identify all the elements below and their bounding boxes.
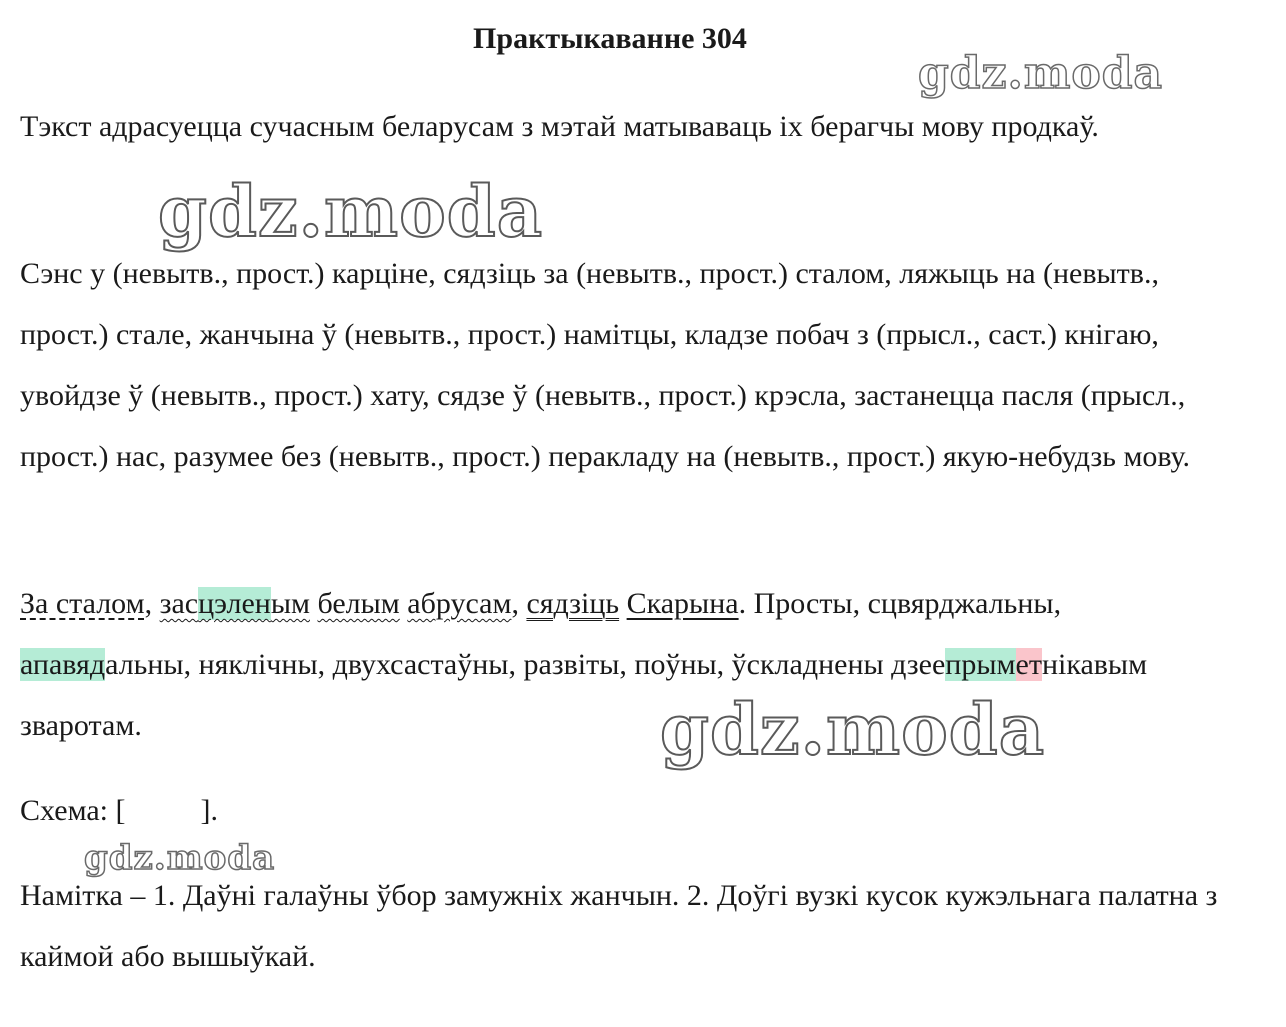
root-highlight: апавяд xyxy=(20,648,106,681)
watermark-logo: gdz.moda xyxy=(660,688,1046,771)
participle-word: засцэленым xyxy=(159,587,310,620)
subject-word: Скарына xyxy=(626,587,739,620)
adverbial-phrase: За сталом xyxy=(20,587,145,620)
watermark-logo: gdz.moda xyxy=(158,170,544,253)
paragraph-text-purpose: Тэкст адрасуецца сучасным беларусам з мэтай матываваць іх берагчы мову продкаў. xyxy=(20,110,1099,143)
paragraph-definition: Намітка – 1. Даўні галаўны ўбор замужніх жанчын. 2. Доўгі вузкі кусок кужэльнага палатна з каймой або вышыўкай. xyxy=(20,879,1218,973)
predicate-word: сядзіць xyxy=(526,587,620,620)
watermark-logo: gdz.moda xyxy=(918,48,1164,99)
attribute-word: белым xyxy=(317,587,400,620)
paragraph-sentence-analysis: За сталом, засцэленым белым абрусам, сядзіць Скарына. Просты, сцвярджальны, апавядальны, няклічны, двухсастаўны, развіты, поўны, ўскладнены дзеепрыметнікавым зваротам. xyxy=(20,587,1148,742)
object-word: абрусам xyxy=(407,587,512,620)
watermark-logo: gdz.moda xyxy=(84,838,276,878)
schema-line: Схема: [ ]. xyxy=(20,794,218,827)
suffix-highlight: прымет xyxy=(945,648,1042,681)
paragraph-morphology: Сэнс у (невытв., прост.) карціне, сядзіць за (невытв., прост.) сталом, ляжыць на (невытв., прост.) стале, жанчына ў (невытв., прост.) намітцы, кладзе побач з (прысл., саст.) кнігаю, увойдзе ў (невытв., прост.) хату, сядзе ў (невытв., прост.) крэсла, застанецца пасля (прысл., прост.) нас, разумее без (невытв., прост.) перакладу на (невытв., прост.) якую-небудзь мову. xyxy=(20,257,1191,473)
page-title: Практыкаванне 304 xyxy=(473,22,747,55)
